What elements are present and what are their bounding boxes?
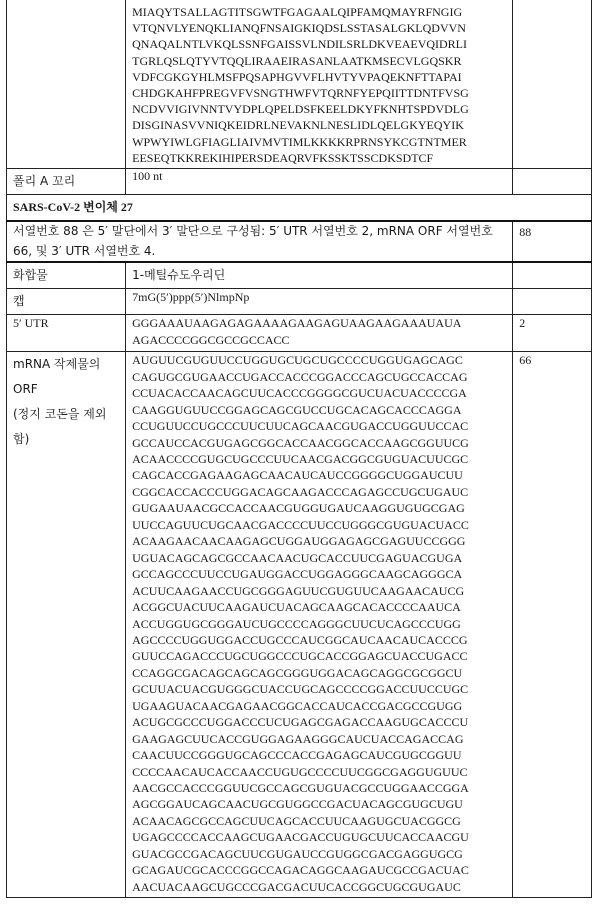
compound-label: 화합물 <box>7 262 126 289</box>
sequence-line: UGAGCCCCACCAAGCUGAACGACCUGUGCUUCACCAACGU <box>132 830 469 845</box>
sequence-line: QNAQALNTLVKQLSSNFGAISSVLNDILSRLDKVEAEVQIDRLI <box>132 37 468 52</box>
sequence-line: AGACCCCGGCGCCGCCACC <box>132 333 290 348</box>
sequence-line: GUACGCCGACAGCUUCGUGAUCCGUGGCGACGAGGUGCG <box>132 846 463 861</box>
variant-heading: SARS-CoV-2 변이체 27 <box>7 195 592 222</box>
orf-seq-id: 66 <box>513 352 592 898</box>
sequence-table <box>6 0 592 898</box>
protein-sequence-row <box>7 0 592 169</box>
sequence-line: ACGGCUACUUCAAGAUCUACAGCAAGCACACCCCAAUCA <box>132 600 461 615</box>
sequence-line: ACUUCAAGAACCUGCGGGAGUUCGUGUUCAAGAACAUCG <box>132 583 465 598</box>
sequence-line: NCDVVIGIVNNTVYDPLQPELDSFKEELDKYFKNHTSPDVDLG <box>132 102 469 117</box>
sequence-line: ACAACCCCGUGCUGCCCUUCAACGACGGCGUGUACUUCGC <box>132 451 469 466</box>
sequence-line: AGCGGAUCAGCAACUGCGUGGCCGACUACAGCGUGCUGU <box>132 797 463 812</box>
orf-sequence <box>126 352 513 898</box>
cap-value: 7mG(5′)ppp(5′)NlmpNp <box>126 289 513 315</box>
poly-a-value: 100 nt <box>126 169 513 195</box>
sequence-line: AACUACAAGCUGCCCGACGACUUCACCGGCUGCGUGAUC <box>132 879 461 894</box>
protein-sequence-cell <box>126 0 513 169</box>
sequence-line: GUGAAUAACGCCACCAACGUGGUGAUCAAGGUGUGCGAG <box>132 501 465 516</box>
sequence-line: TGRLQSLQTYVTQQLIRAAEIRASANLAATKMSECVLGQSKR <box>132 53 462 68</box>
sequence-line: CAGCACCGAGAAGAGCAACAUCAUCCGGGGCUGGAUCUU <box>132 468 463 483</box>
poly-a-row <box>7 169 592 195</box>
sequence-line: CAAGGUGUUCCGGAGCAGCGUCCUGCACAGCACCCAGGA <box>132 402 462 417</box>
orf-label <box>7 352 126 898</box>
sequence-line: DISGINASVVNIQKEIDRLNEVAKNLNESLIDLQELGKYEQYIK <box>132 118 464 133</box>
sequence-line: AGCCCCUGGUGGACCUGCCCAUCGGCAUCAACAUCACCCG <box>132 632 468 647</box>
cap-label: 캡 <box>7 289 126 315</box>
sequence-line: GCAGAUCGCACCCGGCCAGACAGGCAAGAUCGCCGACUAC <box>132 863 469 878</box>
sequence-line: CGGCACCACCCUGGACAGCAAGACCCAGAGCCUGCUGAUC <box>132 484 469 499</box>
protein-label-cell <box>7 0 126 169</box>
sequence-line: GUUCCAGACCCUGCUGGCCCUGCACCGGAGCUACCUGACC <box>132 649 468 664</box>
cap-row <box>7 289 592 315</box>
sequence-line: GAAGAGCUUCACCGUGGAGAAGGGCAUCUACCAGACCAG <box>132 731 464 746</box>
sequence-line: CCAGGCGACAGCAGCAGCGGGUGGACAGCAGGCGCGGCU <box>132 665 463 680</box>
variant-heading-row <box>7 195 592 222</box>
sequence-line: GGGAAAUAAGAGAGAAAAGAAGAGUAAGAAGAAAUAUA <box>132 316 462 331</box>
sequence-line: AUGUUCGUGUUCCUGGUGCUGCUGCCCCUGGUGAGCAGC <box>132 353 463 368</box>
sequence-line: UGUACAGCAGCGCCAACAACUGCACCUUCGAGUACGUGA <box>132 550 463 565</box>
sequence-line: GCCAUCCACGUGAGCGGCACCAACGGCACCAAGCGGUUCG <box>132 435 469 450</box>
sequence-line: ACCUGGUGCGGGAUCUGCCCCAGGGCUUCUCAGCCCUGG <box>132 616 461 631</box>
sequence-line: UUCCAGUUCUGCAACGACCCCUUCCUGGGCGUGUACUACC <box>132 517 469 532</box>
sequence-line: CCCCAACAUCACCAACCUGUGCCCCUUCGGCGAGGUGUUC <box>132 764 468 779</box>
orf-label-line1: mRNA 작제물의 ORF <box>13 357 101 397</box>
compound-row <box>7 262 592 289</box>
utr5-sequence <box>126 315 513 352</box>
utr5-row <box>7 315 592 352</box>
sequence-line: AACGCCACCCGGUUCGCCAGCGUGUACGCCUGGAACCGGA <box>132 781 469 796</box>
variant-seq-id: 88 <box>513 221 592 261</box>
sequence-line: CCUACACCAACAGCUUCACCCGGGGCGUCUACUACCCCGA <box>132 386 467 401</box>
sequence-line: CCUGUUCCUGCCCUUCUUCAGCAACGUGACCUGGUUCCAC <box>132 419 469 434</box>
sequence-line: ACAAGAACAACAAGAGCUGGAUGGAGAGCGAGUUCCGGG <box>132 534 466 549</box>
sequence-line: VDFCGKGYHLMSFPQSAPHGVVFLHVTYVPAQEKNFTTAPAI <box>132 69 462 84</box>
poly-a-label: 폴리 A 꼬리 <box>7 169 126 195</box>
sequence-line: CAGUGCGUGAACCUGACCACCCGGACCCAGCUGCCACCAG <box>132 369 468 384</box>
variant-description-row <box>7 221 592 261</box>
utr5-seq-id: 2 <box>513 315 592 352</box>
orf-label-line2: (정지 코돈을 제외함) <box>13 407 107 447</box>
sequence-line: VTQNVLYENQKLIANQFNSAIGKIQDSLSSTASALGKLQDVVN <box>132 21 466 36</box>
utr5-label: 5′ UTR <box>7 315 126 352</box>
sequence-line: CAACUUCCGGGUGCAGCCCACCGAGAGCAUCGUGCGGUU <box>132 748 462 763</box>
compound-value: 1-메틸슈도우리딘 <box>126 262 513 289</box>
sequence-line: UGAAGUACAACGAGAACGGCACCAUCACCGACGCCGUGG <box>132 698 463 713</box>
sequence-line: CHDGKAHFPREGVFVSNGTHWFVTQRNFYEPQIITTDNTFVSG <box>132 86 469 101</box>
sequence-line: ACUGCGCCCUGGACCCUCUGAGCGAGACCAAGUGCACCCU <box>132 715 469 730</box>
poly-a-seq-id <box>513 169 592 195</box>
sequence-line: GCUUACUACGUGGGCUACCUGCAGCCCCGGACCUUCCUGC <box>132 682 469 697</box>
sequence-line: EESEQTKKREKIHIPERSDEAQRVFKSSKTSSCDKSDTCF <box>132 150 434 165</box>
protein-seq-id-cell <box>513 0 592 169</box>
cap-seq-id <box>513 289 592 315</box>
variant-description: 서열번호 88 은 5′ 말단에서 3′ 말단으로 구성됨: 5′ UTR 서열번호 2, mRNA ORF 서열번호 66, 및 3′ UTR 서열번호 4. <box>7 221 513 261</box>
orf-row <box>7 352 592 898</box>
sequence-line: ACAACAGCGCCAGCUUCAGCACCUUCAAGUGCUACGGCG <box>132 813 461 828</box>
sequence-line: GCCAGCCCUUCCUGAUGGACCUGGAGGGCAAGCAGGGCA <box>132 567 463 582</box>
sequence-line: MIAQYTSALLAGTITSGWTFGAGAALQIPFAMQMAYRFNGIG <box>132 5 463 19</box>
sequence-line: WPWYIWLGFIAGLIAIVMVTIMLKKKKRPRNSYKCGTNTMER <box>132 134 467 149</box>
compound-seq-id <box>513 262 592 289</box>
